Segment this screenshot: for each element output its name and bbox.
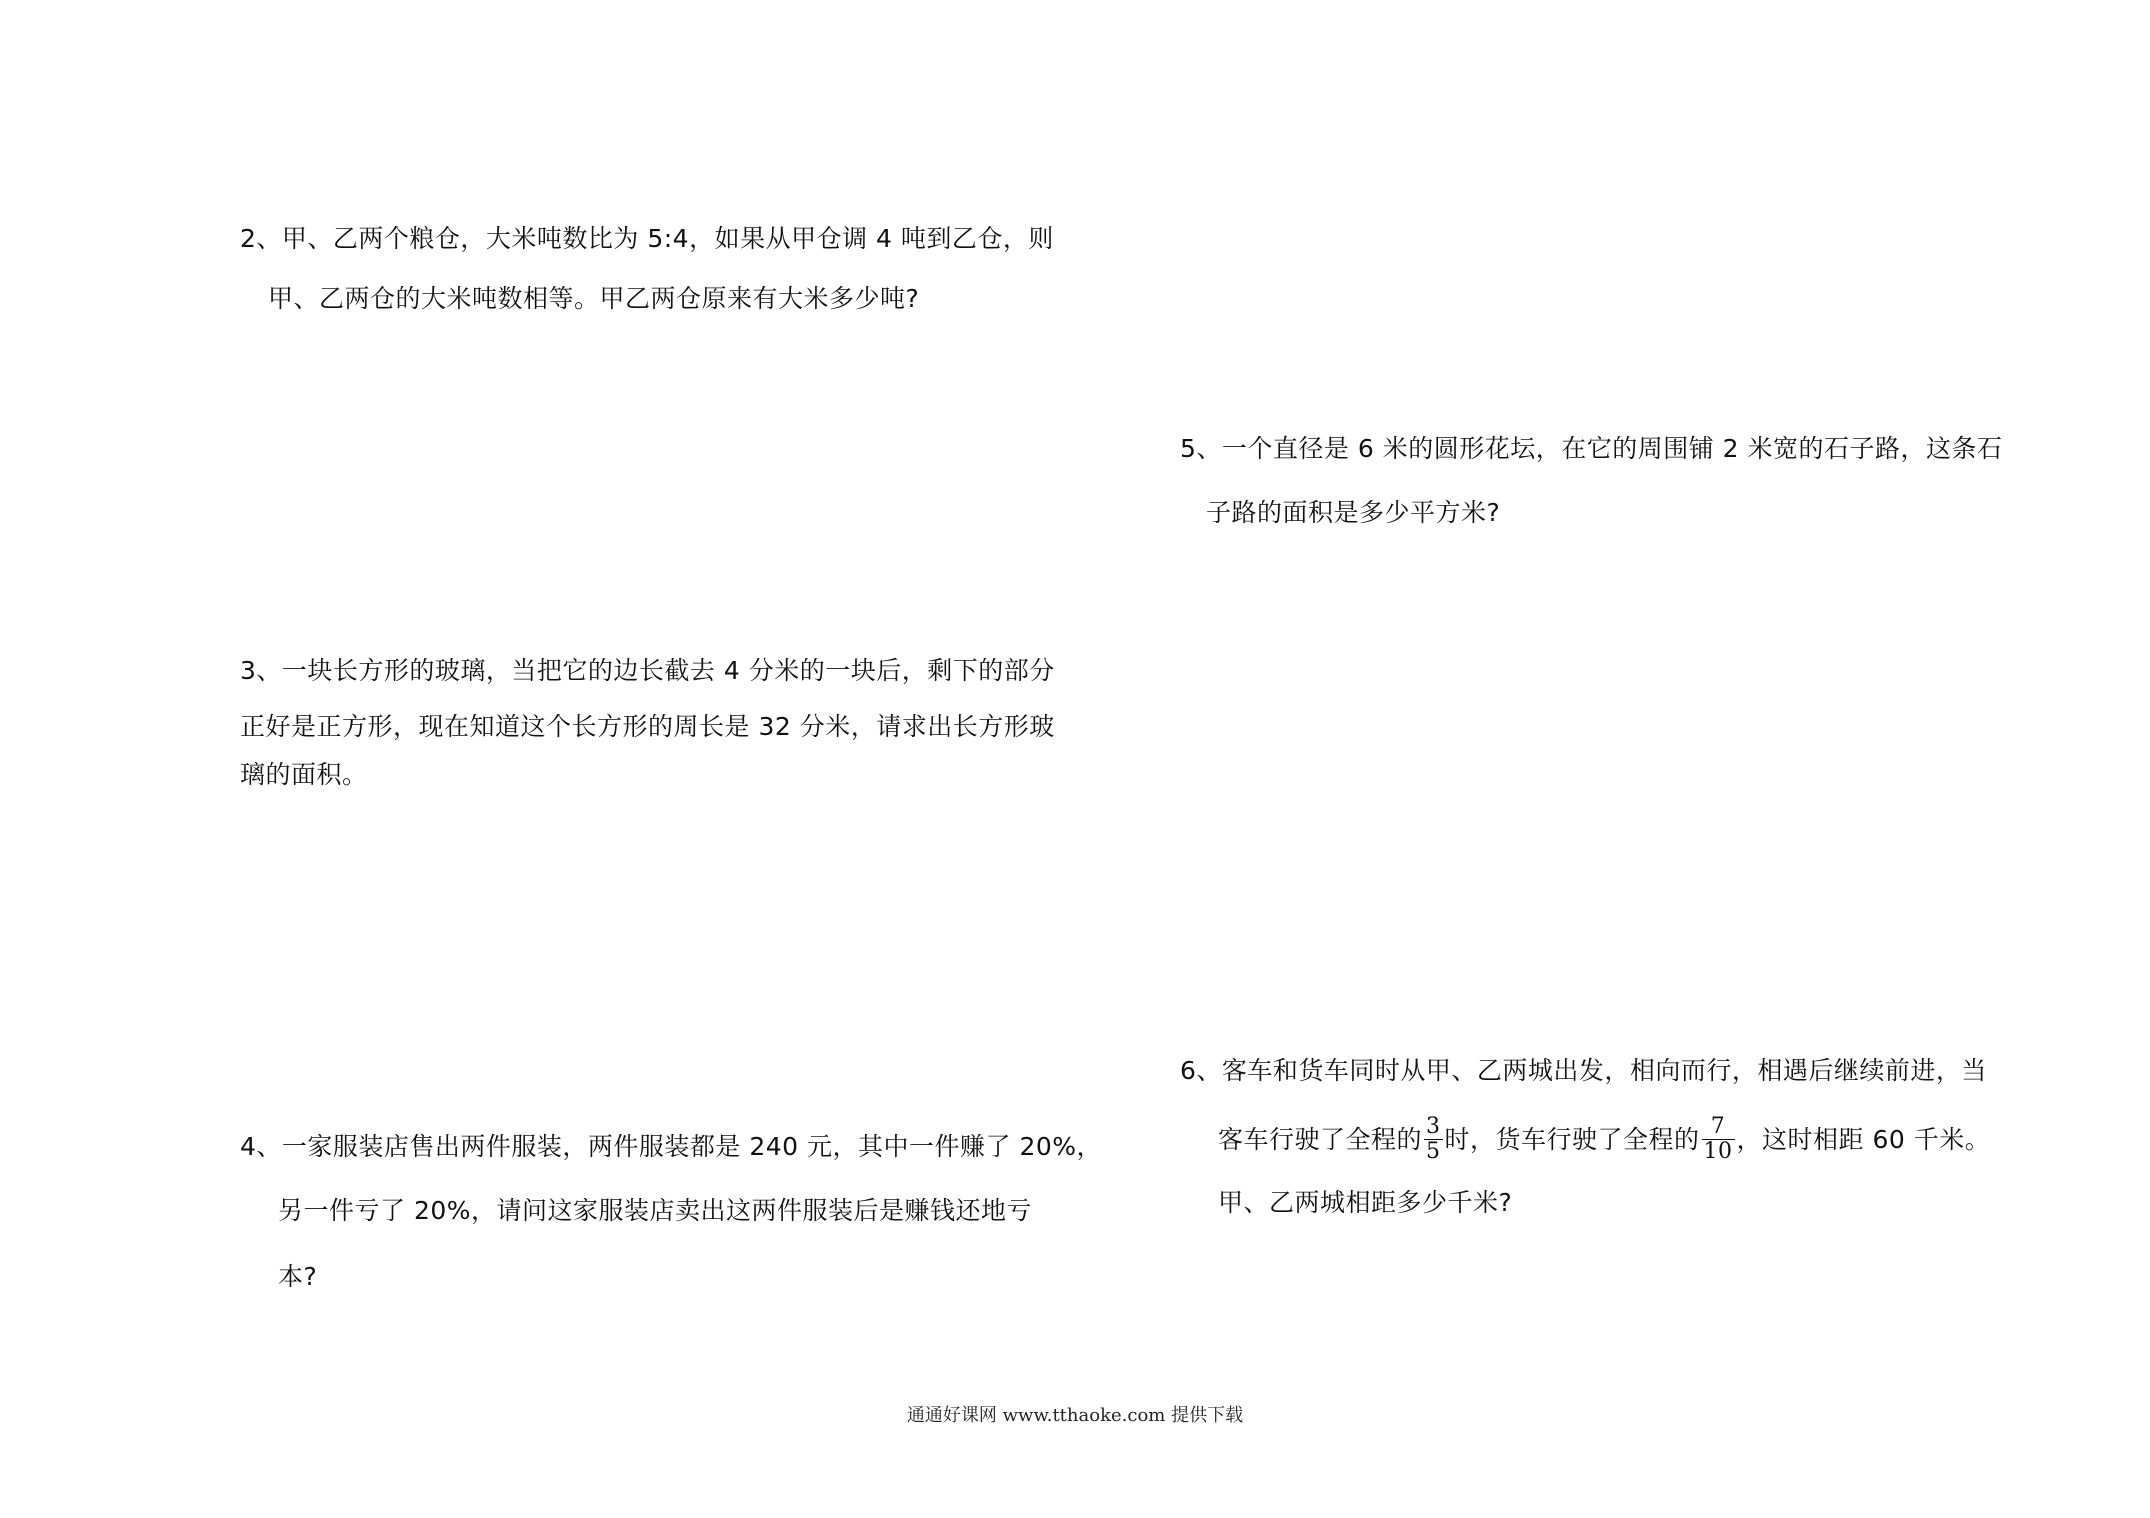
q4-line-2: 另一件亏了 20%，请问这家服装店卖出这两件服装后是赚钱还地亏 bbox=[278, 1196, 1033, 1225]
q2-line-2: 甲、乙两仓的大米吨数相等。甲乙两仓原来有大米多少吨? bbox=[268, 284, 920, 313]
q3-line-2: 正好是正方形，现在知道这个长方形的周长是 32 分米，请求出长方形玻 bbox=[240, 712, 1055, 741]
fraction-three-fifths bbox=[1424, 1115, 1443, 1164]
footer-source-text: 通通好课网 www.tthaoke.com 提供下载 bbox=[906, 1405, 1244, 1426]
q4-line-3: 本? bbox=[278, 1262, 318, 1291]
q4-line-1: 4、一家服装店售出两件服装，两件服装都是 240 元，其中一件赚了 20%， bbox=[240, 1132, 1103, 1161]
fraction-seven-tenths bbox=[1702, 1115, 1735, 1164]
q6-line-2-part-3: ，这时相距 60 千米。 bbox=[1736, 1125, 1991, 1154]
q2-line-1: 2、甲、乙两个粮仓，大米吨数比为 5:4，如果从甲仓调 4 吨到乙仓，则 bbox=[240, 224, 1054, 253]
fraction-2-numerator: 7 bbox=[1702, 1115, 1735, 1140]
q3-line-3: 璃的面积。 bbox=[240, 760, 368, 789]
q6-line-3: 甲、乙两城相距多少千米? bbox=[1218, 1188, 1513, 1217]
q6-line-2-part-2: 时，货车行驶了全程的 bbox=[1444, 1125, 1700, 1154]
q6-line-2-part-1: 客车行驶了全程的 bbox=[1218, 1125, 1423, 1154]
q5-line-1: 5、一个直径是 6 米的圆形花坛，在它的周围铺 2 米宽的石子路，这条石 bbox=[1180, 434, 2003, 463]
q3-line-1: 3、一块长方形的玻璃，当把它的边长截去 4 分米的一块后，剩下的部分 bbox=[240, 656, 1055, 685]
q6-line-1: 6、客车和货车同时从甲、乙两城出发，相向而行，相遇后继续前进，当 bbox=[1180, 1056, 1987, 1085]
q6-line-2 bbox=[1218, 1108, 1990, 1172]
fraction-1-denominator: 5 bbox=[1426, 1138, 1441, 1164]
fraction-2-denominator: 10 bbox=[1703, 1138, 1733, 1164]
fraction-1-numerator: 3 bbox=[1426, 1113, 1441, 1139]
q5-line-2: 子路的面积是多少平方米? bbox=[1206, 498, 1501, 527]
